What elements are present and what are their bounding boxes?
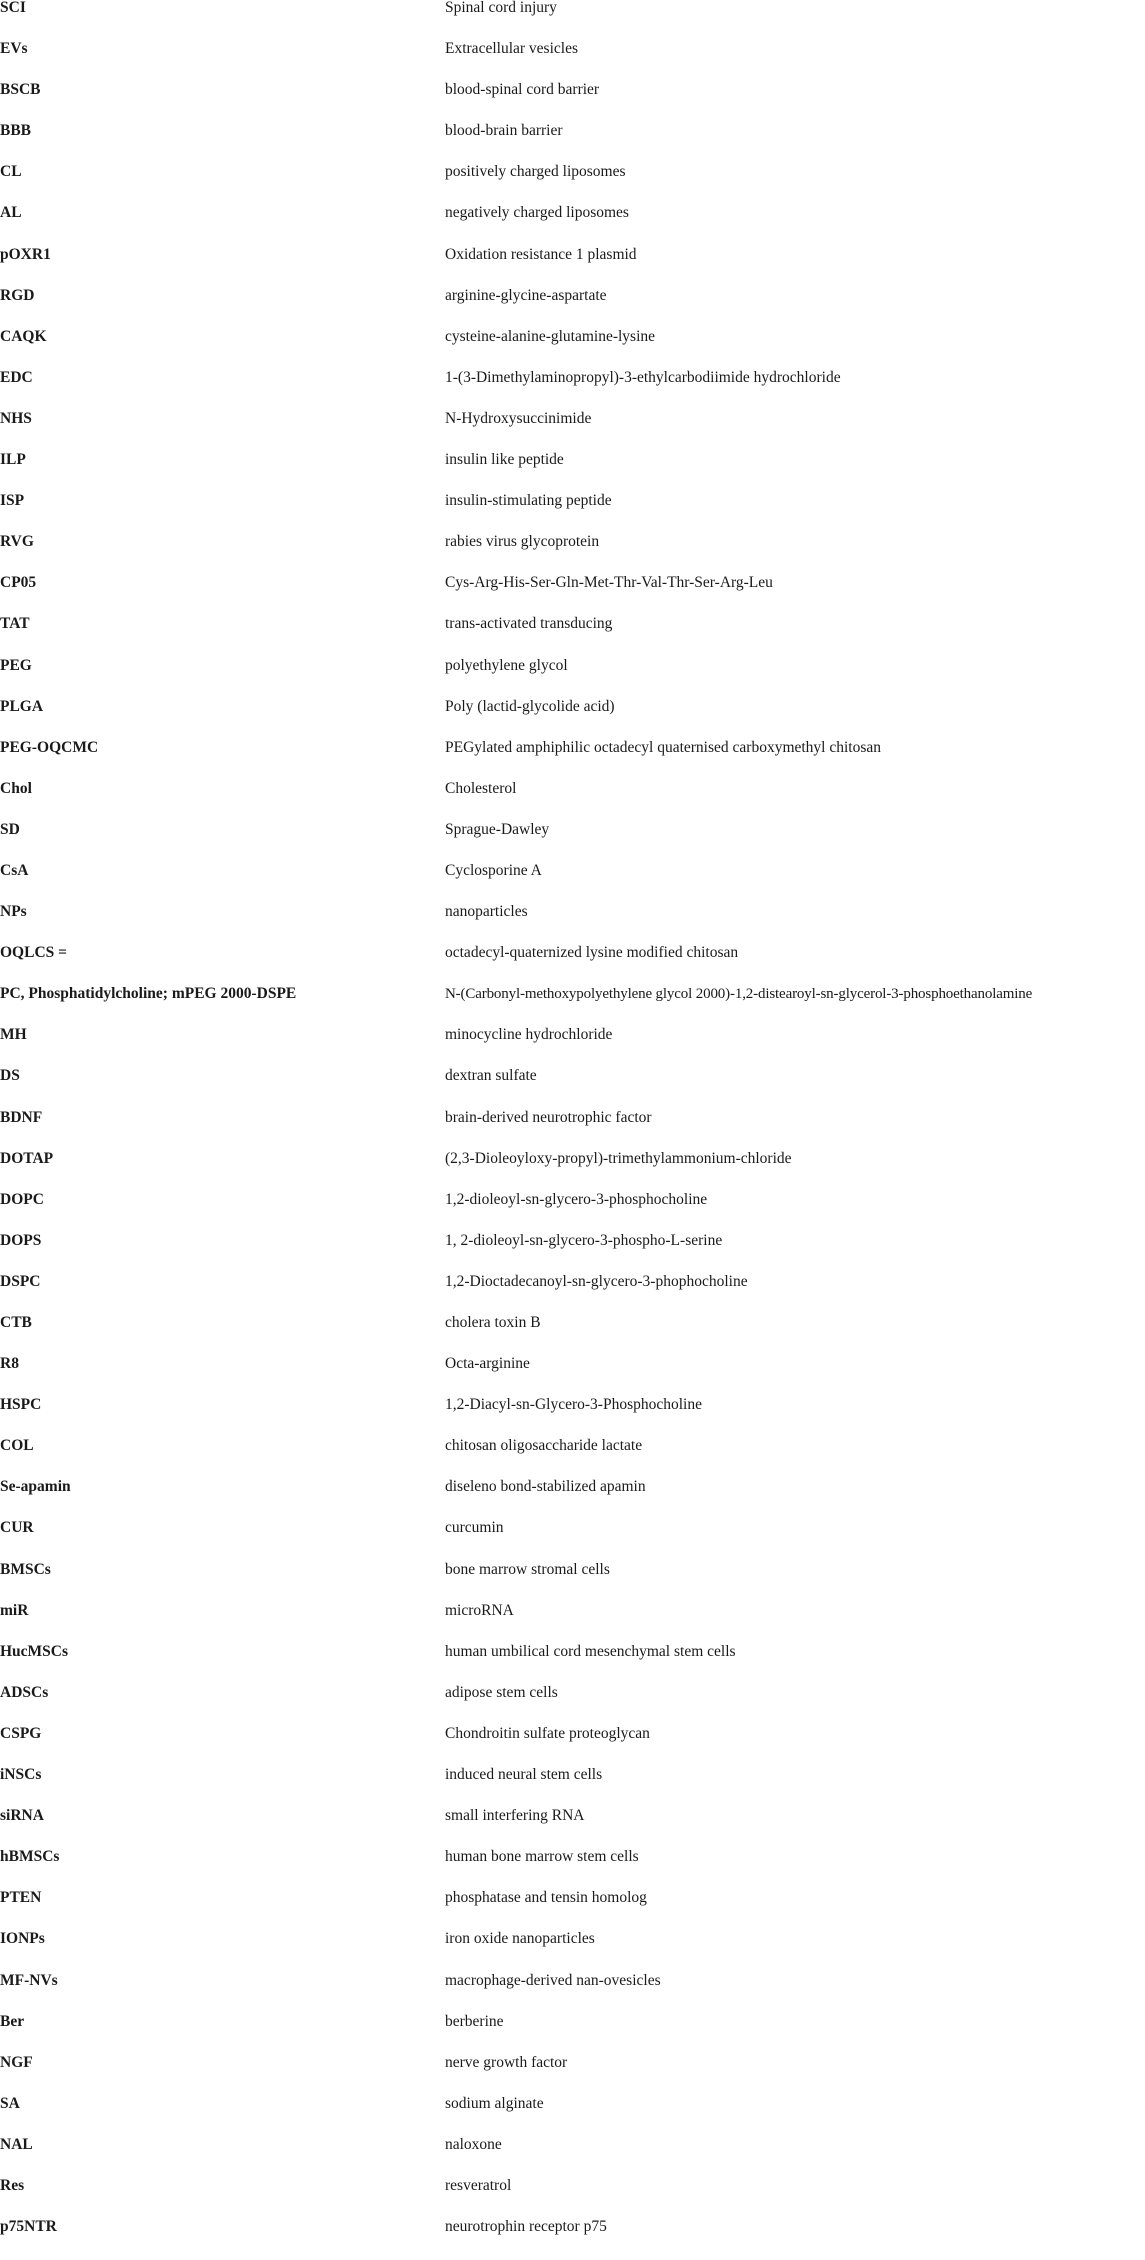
table-row bbox=[0, 1356, 1145, 1397]
abbreviation-definition: diseleno bond-stabilized apamin bbox=[445, 1478, 646, 1496]
abbreviation-term: IONPs bbox=[0, 1930, 45, 1948]
table-row bbox=[0, 1027, 1145, 1068]
abbreviation-definition: Poly (lactid-glycolide acid) bbox=[445, 697, 615, 715]
abbreviation-term: BSCB bbox=[0, 81, 41, 99]
abbreviation-definition: arginine-glycine-aspartate bbox=[445, 286, 607, 304]
abbreviation-term: SCI bbox=[0, 0, 26, 16]
abbreviation-term: COL bbox=[0, 1437, 34, 1455]
abbreviation-definition: Cys-Arg-His-Ser-Gln-Met-Thr-Val-Thr-Ser-Arg-Leu bbox=[445, 574, 773, 592]
table-row bbox=[0, 370, 1145, 411]
table-row bbox=[0, 41, 1145, 82]
table-row bbox=[0, 164, 1145, 205]
abbreviation-definition: blood-spinal cord barrier bbox=[445, 81, 600, 99]
abbreviation-term: HucMSCs bbox=[0, 1642, 69, 1660]
table-row bbox=[0, 2178, 1145, 2219]
table-row bbox=[0, 945, 1145, 986]
table-row bbox=[0, 822, 1145, 863]
table-row bbox=[0, 411, 1145, 452]
abbreviation-term: CAQK bbox=[0, 327, 47, 345]
abbreviation-definition: cysteine-alanine-glutamine-lysine bbox=[445, 327, 656, 345]
abbreviation-definition: trans-activated transducing bbox=[445, 615, 613, 633]
abbreviation-term: NHS bbox=[0, 409, 32, 427]
abbreviation-definition: human umbilical cord mesenchymal stem cells bbox=[445, 1642, 736, 1660]
abbreviation-term: pOXR1 bbox=[0, 245, 51, 263]
table-row bbox=[0, 1274, 1145, 1315]
abbreviation-term: PLGA bbox=[0, 697, 44, 715]
table-row bbox=[0, 1562, 1145, 1603]
abbreviation-term: R8 bbox=[0, 1355, 19, 1373]
abbreviation-term: CTB bbox=[0, 1314, 32, 1331]
abbreviation-term: MF-NVs bbox=[0, 1971, 58, 1989]
abbreviation-term: PC, Phosphatidylcholine; mPEG 2000-DSPE bbox=[0, 985, 297, 1003]
table-row bbox=[0, 1438, 1145, 1479]
abbreviation-definition: Sprague-Dawley bbox=[445, 820, 550, 838]
abbreviation-term: iNSCs bbox=[0, 1766, 42, 1784]
abbreviation-definition: resveratrol bbox=[445, 2176, 512, 2194]
table-row bbox=[0, 1931, 1145, 1972]
abbreviation-term: Chol bbox=[0, 779, 32, 797]
abbreviation-definition: Extracellular vesicles bbox=[445, 40, 578, 58]
abbreviation-definition: 1,2-Dioctadecanoyl-sn-glycero-3-phophocholine bbox=[445, 1272, 748, 1290]
abbreviation-definition: negatively charged liposomes bbox=[445, 204, 629, 222]
abbreviation-term: ADSCs bbox=[0, 1683, 49, 1701]
abbreviation-definition: minocycline hydrochloride bbox=[445, 1026, 613, 1044]
table-row bbox=[0, 1520, 1145, 1561]
table-row bbox=[0, 2014, 1145, 2055]
abbreviation-definition: Chondroitin sulfate proteoglycan bbox=[445, 1724, 650, 1742]
table-row bbox=[0, 904, 1145, 945]
abbreviation-term: miR bbox=[0, 1601, 29, 1619]
abbreviation-term: DSPC bbox=[0, 1272, 41, 1290]
table-row bbox=[0, 1808, 1145, 1849]
abbreviation-term: Res bbox=[0, 2176, 25, 2194]
abbreviation-term: p75NTR bbox=[0, 2218, 57, 2236]
table-row bbox=[0, 493, 1145, 534]
table-row bbox=[0, 1849, 1145, 1890]
abbreviation-term: DOPC bbox=[0, 1190, 44, 1208]
abbreviation-term: MH bbox=[0, 1026, 27, 1044]
table-row bbox=[0, 2096, 1145, 2137]
abbreviation-term: CL bbox=[0, 163, 22, 181]
table-row bbox=[0, 986, 1145, 1027]
table-row bbox=[0, 329, 1145, 370]
abbreviation-definition: adipose stem cells bbox=[445, 1683, 558, 1701]
abbreviation-definition: small interfering RNA bbox=[445, 1807, 585, 1825]
abbreviation-definition: 1,2-Diacyl-sn-Glycero-3-Phosphocholine bbox=[445, 1396, 702, 1414]
abbreviation-term: TAT bbox=[0, 615, 30, 633]
abbreviation-term: ISP bbox=[0, 492, 25, 510]
abbreviation-definition: dextran sulfate bbox=[445, 1067, 537, 1085]
abbreviation-definition: Octa-arginine bbox=[445, 1355, 530, 1373]
table-row bbox=[0, 658, 1145, 699]
table-row bbox=[0, 288, 1145, 329]
abbreviation-term: CUR bbox=[0, 1519, 34, 1537]
table-row bbox=[0, 2137, 1145, 2178]
table-row bbox=[0, 2055, 1145, 2096]
abbreviation-definition: macrophage-derived nan-ovesicles bbox=[445, 1971, 661, 1989]
table-row bbox=[0, 0, 1145, 41]
abbreviation-definition: microRNA bbox=[445, 1601, 514, 1619]
abbreviation-definition: blood-brain barrier bbox=[445, 122, 563, 140]
abbreviation-definition: cholera toxin B bbox=[445, 1314, 541, 1331]
abbreviation-definition: 1-(3-Dimethylaminopropyl)-3-ethylcarbodiimide hydrochloride bbox=[445, 368, 841, 386]
table-row bbox=[0, 1233, 1145, 1274]
abbreviation-definition: 1, 2-dioleoyl-sn-glycero-3-phospho-L-serine bbox=[445, 1231, 723, 1249]
table-row bbox=[0, 1315, 1145, 1356]
abbreviation-term: BBB bbox=[0, 122, 32, 140]
abbreviation-term: CsA bbox=[0, 861, 29, 879]
abbreviation-term: DOPS bbox=[0, 1231, 42, 1249]
abbreviation-term: SA bbox=[0, 2094, 20, 2112]
table-row bbox=[0, 123, 1145, 164]
table-row bbox=[0, 781, 1145, 822]
abbreviation-term: RGD bbox=[0, 286, 35, 304]
table-row bbox=[0, 1685, 1145, 1726]
table-row bbox=[0, 863, 1145, 904]
table-row bbox=[0, 1644, 1145, 1685]
abbreviation-term: hBMSCs bbox=[0, 1848, 60, 1866]
table-row bbox=[0, 1479, 1145, 1520]
abbreviation-term: siRNA bbox=[0, 1807, 44, 1825]
abbreviation-definition: sodium alginate bbox=[445, 2094, 544, 2112]
abbreviation-definition: phosphatase and tensin homolog bbox=[445, 1889, 647, 1907]
table-row bbox=[0, 1767, 1145, 1808]
table-row bbox=[0, 1397, 1145, 1438]
abbreviation-definition: Oxidation resistance 1 plasmid bbox=[445, 245, 637, 263]
abbreviation-definition: Spinal cord injury bbox=[445, 0, 557, 16]
abbreviation-definition: (2,3-Dioleoyloxy-propyl)-trimethylammonium-chloride bbox=[445, 1149, 792, 1167]
abbreviation-definition: polyethylene glycol bbox=[445, 656, 568, 674]
table-row bbox=[0, 205, 1145, 246]
abbreviation-term: HSPC bbox=[0, 1396, 42, 1414]
abbreviation-definition: octadecyl-quaternized lysine modified chitosan bbox=[445, 944, 739, 962]
abbreviation-definition: brain-derived neurotrophic factor bbox=[445, 1108, 652, 1126]
table-row bbox=[0, 452, 1145, 493]
abbreviation-term: CSPG bbox=[0, 1724, 42, 1742]
abbreviation-term: BDNF bbox=[0, 1108, 43, 1126]
abbreviation-definition: insulin like peptide bbox=[445, 451, 564, 469]
table-row bbox=[0, 699, 1145, 740]
abbreviation-definition: rabies virus glycoprotein bbox=[445, 533, 600, 551]
abbreviation-definition: insulin-stimulating peptide bbox=[445, 492, 612, 510]
abbreviation-definition: induced neural stem cells bbox=[445, 1766, 603, 1784]
abbreviation-definition: iron oxide nanoparticles bbox=[445, 1930, 595, 1948]
table-row bbox=[0, 616, 1145, 657]
abbreviation-definition: nerve growth factor bbox=[445, 2053, 568, 2071]
abbreviation-term: AL bbox=[0, 204, 22, 222]
table-row bbox=[0, 1890, 1145, 1931]
table-row bbox=[0, 2219, 1145, 2260]
table-row bbox=[0, 534, 1145, 575]
abbreviation-definition: 1,2-dioleoyl-sn-glycero-3-phosphocholine bbox=[445, 1190, 708, 1208]
table-row bbox=[0, 1110, 1145, 1151]
abbreviation-term: DOTAP bbox=[0, 1149, 54, 1167]
abbreviation-term: NGF bbox=[0, 2053, 33, 2071]
abbreviation-term: RVG bbox=[0, 533, 34, 551]
abbreviation-term: SD bbox=[0, 820, 20, 838]
abbreviation-definition: N-(Carbonyl-methoxypolyethylene glycol 2000)-1,2-distearoyl-sn-glycerol-3-phosphoethanolamine bbox=[445, 986, 1033, 1003]
abbreviation-term: ILP bbox=[0, 451, 26, 469]
table-row bbox=[0, 82, 1145, 123]
abbreviation-term: OQLCS = bbox=[0, 944, 67, 962]
abbreviation-definition: N-Hydroxysuccinimide bbox=[445, 409, 592, 427]
abbreviation-definition: neurotrophin receptor p75 bbox=[445, 2218, 607, 2236]
table-row bbox=[0, 1151, 1145, 1192]
abbreviation-term: BMSCs bbox=[0, 1560, 51, 1578]
table-row bbox=[0, 1603, 1145, 1644]
abbreviation-definition: positively charged liposomes bbox=[445, 163, 626, 181]
abbreviation-definition: PEGylated amphiphilic octadecyl quaternised carboxymethyl chitosan bbox=[445, 738, 882, 756]
table-row bbox=[0, 1068, 1145, 1109]
abbreviation-definition: berberine bbox=[445, 2012, 504, 2030]
abbreviation-definition: Cholesterol bbox=[445, 779, 517, 797]
table-row bbox=[0, 575, 1145, 616]
abbreviation-term: Ber bbox=[0, 2012, 25, 2030]
abbreviation-definition: curcumin bbox=[445, 1519, 504, 1537]
table-row bbox=[0, 740, 1145, 781]
abbreviation-definition: naloxone bbox=[445, 2135, 502, 2153]
abbreviation-definition: chitosan oligosaccharide lactate bbox=[445, 1437, 643, 1455]
abbreviation-term: PEG bbox=[0, 656, 32, 674]
abbreviation-definition: bone marrow stromal cells bbox=[445, 1560, 610, 1578]
table-row bbox=[0, 247, 1145, 288]
abbreviation-term: DS bbox=[0, 1067, 20, 1085]
abbreviation-term: NPs bbox=[0, 903, 27, 921]
abbreviation-definition: human bone marrow stem cells bbox=[445, 1848, 639, 1866]
abbreviation-term: EDC bbox=[0, 368, 33, 386]
table-row bbox=[0, 1726, 1145, 1767]
table-row bbox=[0, 1192, 1145, 1233]
table-row bbox=[0, 1973, 1145, 2014]
abbreviation-definition: Cyclosporine A bbox=[445, 861, 542, 879]
abbreviation-term: PTEN bbox=[0, 1889, 42, 1907]
abbreviation-term: PEG-OQCMC bbox=[0, 738, 99, 756]
abbreviation-term: Se-apamin bbox=[0, 1478, 71, 1496]
abbreviation-term: NAL bbox=[0, 2135, 33, 2153]
abbreviation-term: CP05 bbox=[0, 574, 37, 592]
abbreviation-definition: nanoparticles bbox=[445, 903, 528, 921]
abbreviation-term: EVs bbox=[0, 40, 28, 58]
